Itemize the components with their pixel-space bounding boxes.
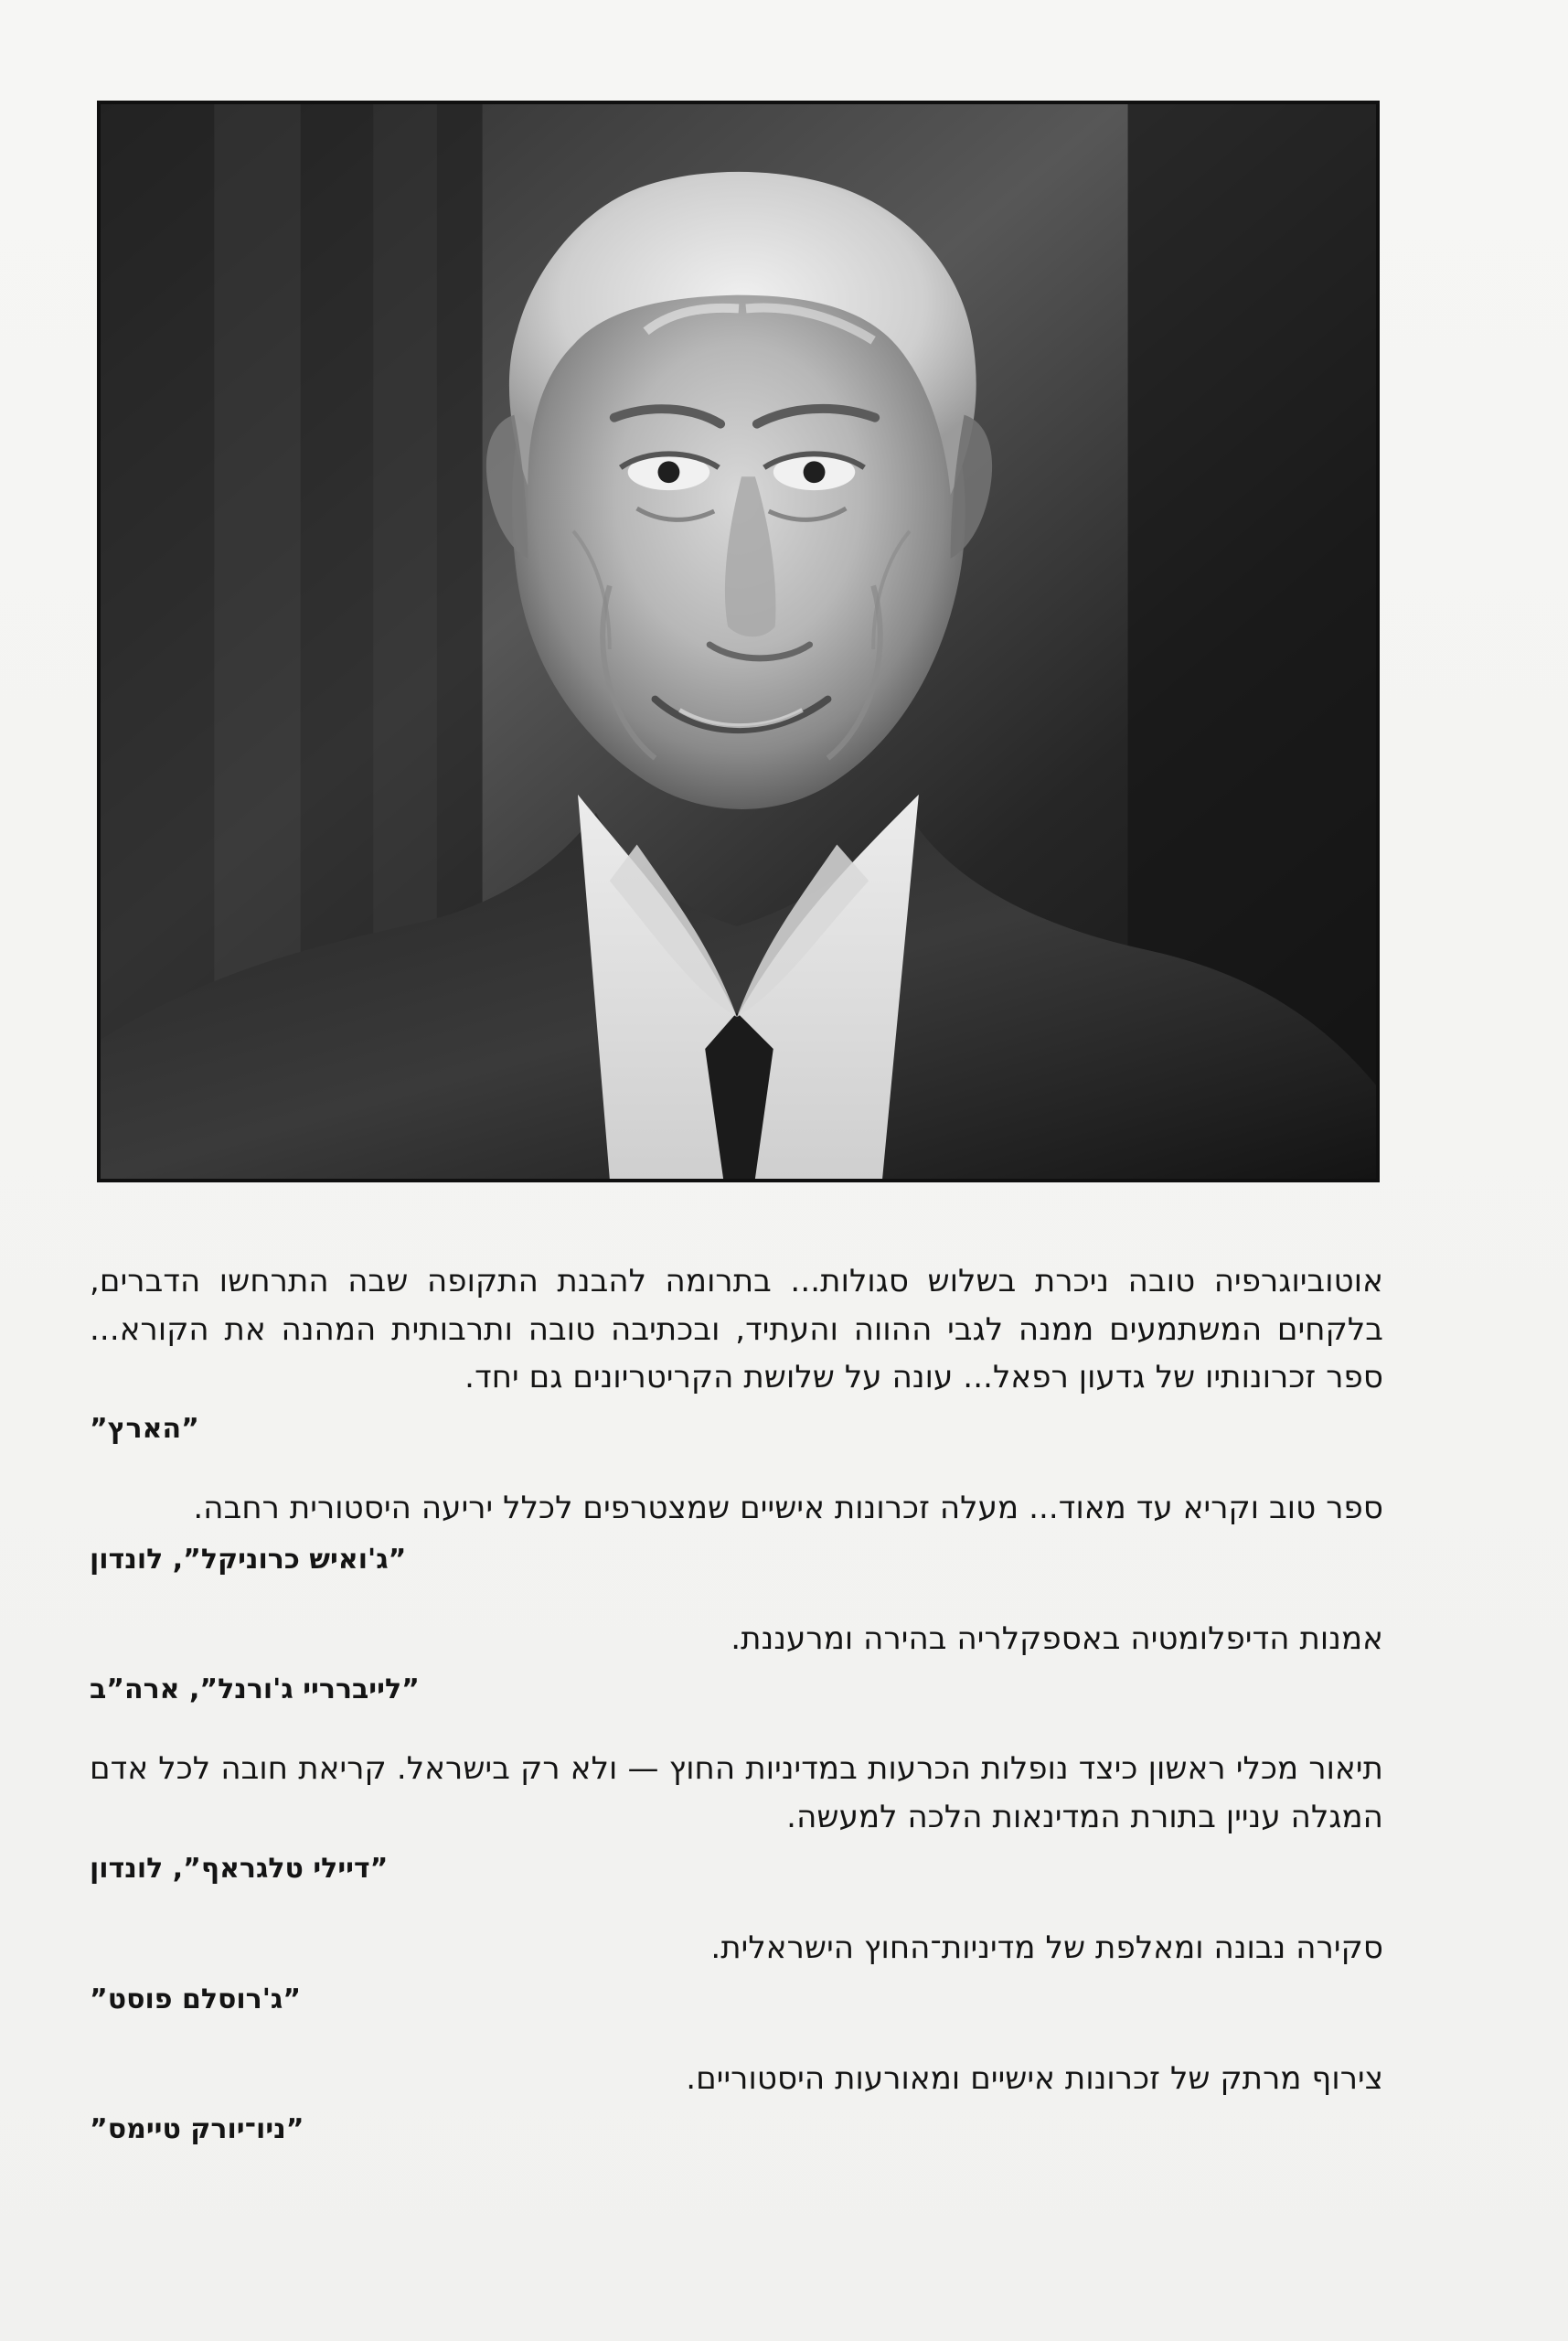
review-item	[90, 1615, 1383, 1707]
review-item	[90, 2055, 1383, 2147]
author-portrait-photo	[97, 101, 1380, 1182]
review-quote: סקירה נבונה ומאלפת של מדיניות־החוץ הישראלית.	[710, 1929, 1383, 1966]
review-source: ”הארץ”	[90, 1413, 199, 1446]
review-quote: צירוף מרתק של זכרונות אישיים ומאורעות היסטוריים.	[686, 2059, 1383, 2097]
portrait-illustration	[101, 104, 1376, 1179]
review-source: ”ניו־יורק טיימס”	[90, 2113, 304, 2146]
review-item	[90, 1257, 1383, 1446]
review-source: ”ג'רוסלם פוסט”	[90, 1983, 302, 2015]
review-quote: אוטוביוגרפיה טובה ניכרת בשלוש סגולות... בתרומה להבנת התקופה שבה התרחשו הדברים, בלקחים המשתמעים ממנה לגבי ההווה והעתיד, ובכתיבה טובה ותרבותית המהנה את הקורא... ספר זכרונותיו של גדעון רפאל... עונה על שלושת הקריטריונים גם יחד.	[90, 1263, 1383, 1396]
review-source: ”לייברריי ג'ורנל”, ארה”ב	[90, 1673, 420, 1706]
review-source: ”ג'ואיש כרוניקל”, לונדון	[90, 1543, 407, 1576]
review-quote: ספר טוב וקריא עד מאוד... מעלה זכרונות אישיים שמצטרפים לכלל יריעה היסטורית רחבה.	[193, 1490, 1383, 1527]
review-list	[90, 1257, 1383, 2146]
review-source: ”דיילי טלגראף”, לונדון	[90, 1852, 389, 1885]
review-item	[90, 1484, 1383, 1577]
review-quote: תיאור מכלי ראשון כיצד נופלות הכרעות במדיניות החוץ — ולא רק בישראל. קריאת חובה לכל אדם המגלה עניין בתורת המדינאות הלכה למעשה.	[90, 1750, 1383, 1836]
review-item	[90, 1745, 1383, 1885]
review-quote: אמנות הדיפלומטיה באספקלריה בהירה ומרעננת.	[731, 1619, 1383, 1657]
review-item	[90, 1924, 1383, 2016]
